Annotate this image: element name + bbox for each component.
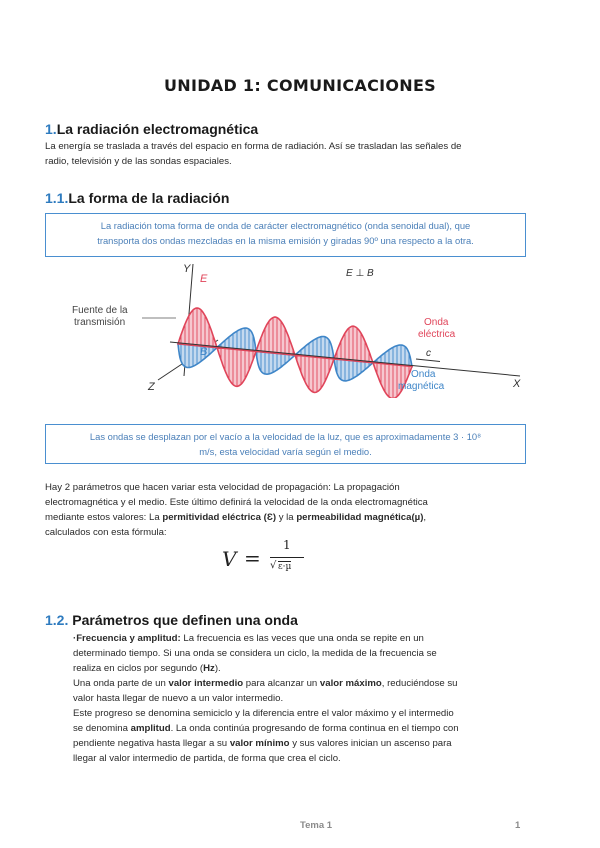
bold-term: valor intermedio bbox=[168, 678, 244, 689]
formula-equals: = bbox=[244, 546, 261, 570]
text-line: se denomina amplitud. La onda continúa progresando de forma continua en el tiempo con bbox=[73, 723, 459, 734]
section-number: 1.2. bbox=[45, 612, 69, 628]
formula-numerator: 1 bbox=[283, 538, 291, 552]
text-line: pendiente negativa hasta llegar a su valor mínimo y sus valores inician un ascenso para bbox=[73, 738, 452, 749]
bold-term: valor mínimo bbox=[229, 738, 290, 749]
section-title: La forma de la radiación bbox=[68, 190, 230, 206]
text-line: La energía se traslada a través del espacio en forma de radiación. Así se trasladan las señales de bbox=[45, 141, 462, 152]
section-number: 1. bbox=[45, 121, 57, 137]
text-line: Una onda parte de un valor intermedio para alcanzar un valor máximo, reduciéndose su bbox=[73, 678, 458, 689]
source-label-line1: Fuente de la bbox=[72, 305, 128, 316]
formula-denominator: ε·µ bbox=[278, 562, 292, 572]
box-line: transporta dos ondas mezcladas en la misma emisión y giradas 90º una respecto a la otra. bbox=[97, 235, 474, 246]
section-1-2-heading bbox=[45, 612, 298, 628]
c-label: c bbox=[426, 348, 431, 359]
text-line: mediante estos valores: La permitividad eléctrica (Ɛ) y la permeabilidad magnética(µ), bbox=[45, 512, 427, 523]
section-1-1-heading bbox=[45, 190, 229, 206]
propagation-paragraph bbox=[45, 480, 428, 540]
text-line: determinado tiempo. Si una onda se considera un ciclo, la medida de la frecuencia se bbox=[73, 648, 437, 659]
text-line: calculados con esta fórmula: bbox=[45, 527, 167, 538]
sqrt-symbol: √ bbox=[270, 560, 277, 571]
section-1-2-text bbox=[73, 631, 459, 766]
text-line: radio, televisión y de las sondas espaciales. bbox=[45, 156, 232, 167]
bold-term: permitividad eléctrica (Ɛ) bbox=[162, 512, 277, 523]
z-axis-label: Z bbox=[148, 381, 155, 393]
definition-box bbox=[45, 213, 526, 257]
page-title: UNIDAD 1: COMUNICACIONES bbox=[163, 76, 437, 95]
fraction-bar bbox=[270, 557, 304, 558]
text-line: realiza en ciclos por segundo (Hz). bbox=[73, 663, 221, 674]
section-number: 1.1. bbox=[45, 190, 69, 206]
text-line: ·Frecuencia y amplitud: La frecuencia es las veces que una onda se repite en un bbox=[73, 633, 424, 644]
perpendicular-label: E ⊥ B bbox=[346, 268, 374, 279]
em-wave-diagram bbox=[0, 258, 600, 398]
electric-wave-label-line2: eléctrica bbox=[418, 329, 456, 340]
bold-term: valor máximo bbox=[319, 678, 382, 689]
x-axis-label: X bbox=[513, 378, 521, 390]
electric-wave-label-line1: Onda bbox=[424, 317, 449, 328]
y-axis-label: Y bbox=[183, 263, 191, 275]
footer-label: Tema 1 bbox=[300, 820, 333, 831]
magnetic-wave-label-line2: magnética bbox=[398, 381, 445, 392]
text-line: Hay 2 parámetros que hacen variar esta velocidad de propagación: La propagación bbox=[45, 482, 400, 493]
section-title: Parámetros que definen una onda bbox=[68, 612, 298, 628]
magnetic-wave-label-line1: Onda bbox=[411, 369, 436, 380]
bold-term: permeabilidad magnética(µ) bbox=[296, 512, 424, 523]
velocity-formula bbox=[222, 538, 342, 580]
formula-lhs: V bbox=[222, 547, 237, 571]
text-line: Este progreso se denomina semiciclo y la diferencia entre el valor máximo y el intermedio bbox=[73, 708, 454, 719]
page-number: 1 bbox=[515, 820, 521, 831]
box-line: m/s, esta velocidad varía según el medio. bbox=[199, 446, 372, 457]
box-line: Las ondas se desplazan por el vacío a la velocidad de la luz, que es aproximadamente 3 · 10⁸ bbox=[89, 431, 482, 442]
section-1-text bbox=[45, 139, 462, 169]
b-field-label: B bbox=[200, 346, 208, 358]
source-label-line2: transmisión bbox=[74, 317, 126, 328]
box-line: La radiación toma forma de onda de carácter electromagnético (onda senoidal dual), que bbox=[100, 220, 471, 231]
c-vector-arrow bbox=[416, 359, 440, 362]
bold-term: amplitud bbox=[130, 723, 171, 734]
bold-term: ·Frecuencia y amplitud: bbox=[73, 633, 181, 644]
electric-wave bbox=[178, 308, 412, 398]
e-field-label: E bbox=[200, 273, 208, 285]
text-line: electromagnética y el medio. Este último definirá la velocidad de la onda electromagnética bbox=[45, 497, 428, 508]
section-title: La radiación electromagnética bbox=[56, 121, 259, 137]
speed-note-box bbox=[45, 424, 526, 464]
text-line: llegar al valor intermedio de partida, de forma que crea el ciclo. bbox=[73, 753, 341, 764]
section-1-heading bbox=[45, 121, 258, 137]
bold-term: Hz bbox=[203, 663, 215, 674]
text-line: valor hasta llegar de nuevo a un valor intermedio. bbox=[73, 693, 284, 704]
